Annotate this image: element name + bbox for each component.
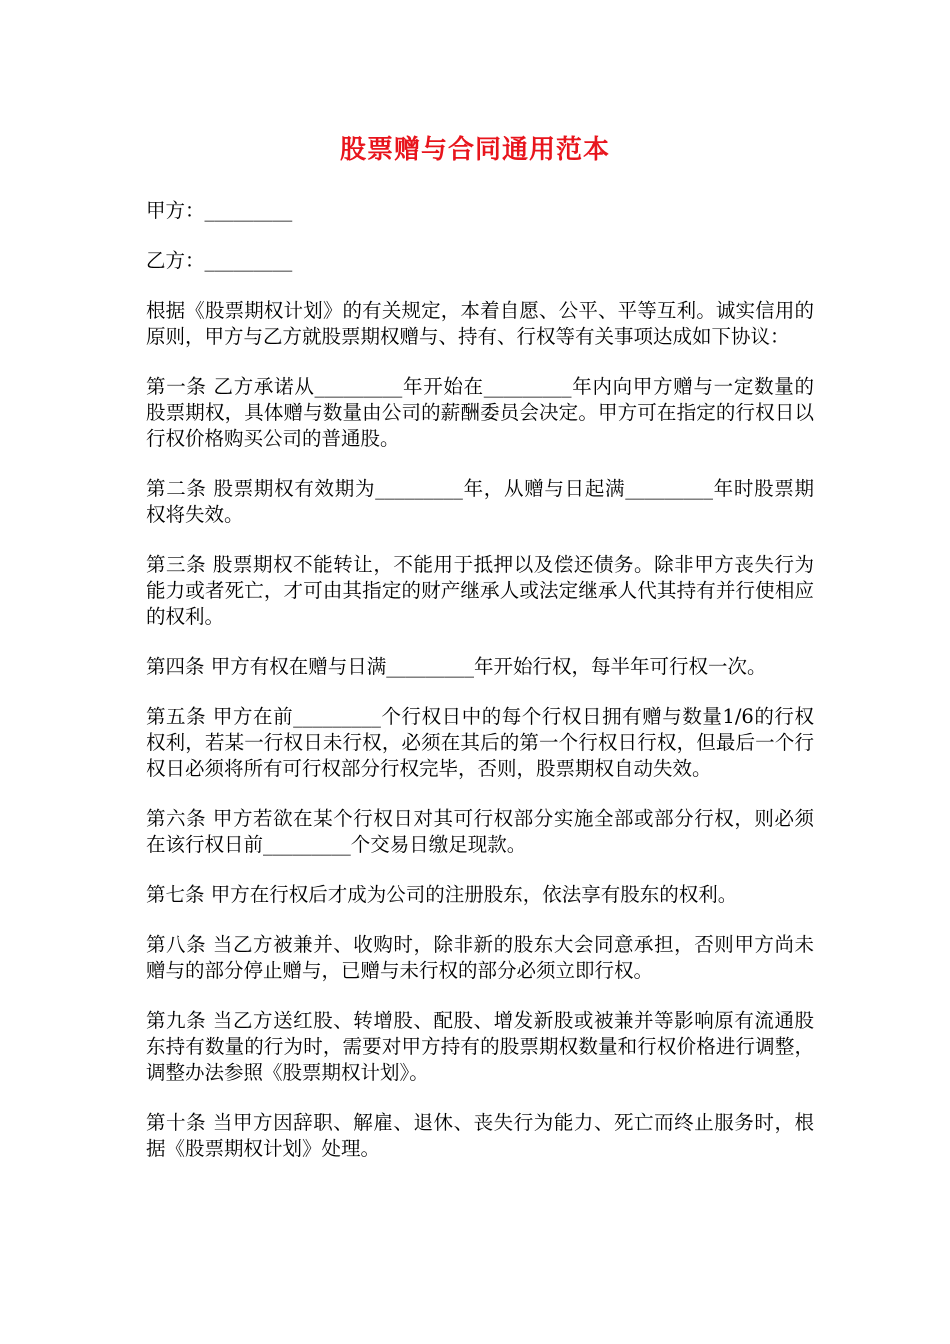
article-3: 第三条 股票期权不能转让，不能用于抵押以及偿还债务。除非甲方丧失行为能力或者死亡，才可由其指定的财产继承人或法定继承人代其持有并行使相应的权利。 — [146, 553, 814, 628]
article-6: 第六条 甲方若欲在某个行权日对其可行权部分实施全部或部分行权，则必须在该行权日前_________个交易日缴足现款。 — [146, 807, 814, 856]
article-10: 第十条 当甲方因辞职、解雇、退休、丧失行为能力、死亡而终止服务时，根据《股票期权计划》处理。 — [146, 1111, 814, 1160]
document-body — [146, 198, 814, 1186]
article-8: 第八条 当乙方被兼并、收购时，除非新的股东大会同意承担，否则甲方尚未赠与的部分停止赠与，已赠与未行权的部分必须立即行权。 — [146, 933, 814, 982]
article-4: 第四条 甲方有权在赠与日满_________年开始行权，每半年可行权一次。 — [146, 655, 767, 678]
article-1: 第一条 乙方承诺从_________年开始在_________年内向甲方赠与一定数量的股票期权，具体赠与数量由公司的薪酬委员会决定。甲方可在指定的行权日以行权价格购买公司的普通股。 — [146, 375, 814, 450]
party-a-line: 甲方：_________ — [146, 199, 293, 222]
party-b-line: 乙方：_________ — [146, 249, 293, 272]
article-5: 第五条 甲方在前_________个行权日中的每个行权日拥有赠与数量1/6的行权权利，若某一行权日未行权，必须在其后的第一个行权日行权，但最后一个行权日必须将所有可行权部分行权完毕，否则，股票期权自动失效。 — [146, 705, 814, 780]
article-7: 第七条 甲方在行权后才成为公司的注册股东，依法享有股东的权利。 — [146, 883, 738, 906]
article-9: 第九条 当乙方送红股、转增股、配股、增发新股或被兼并等影响原有流通股东持有数量的行为时，需要对甲方持有的股票期权数量和行权价格进行调整，调整办法参照《股票期权计划》。 — [146, 1009, 814, 1084]
document-title: 股票赠与合同通用范本 — [339, 135, 610, 165]
article-2: 第二条 股票期权有效期为_________年，从赠与日起满_________年时股票期权将失效。 — [146, 477, 814, 526]
intro-paragraph: 根据《股票期权计划》的有关规定，本着自愿、公平、平等互利。诚实信用的原则，甲方与乙方就股票期权赠与、持有、行权等有关事项达成如下协议： — [146, 299, 814, 348]
